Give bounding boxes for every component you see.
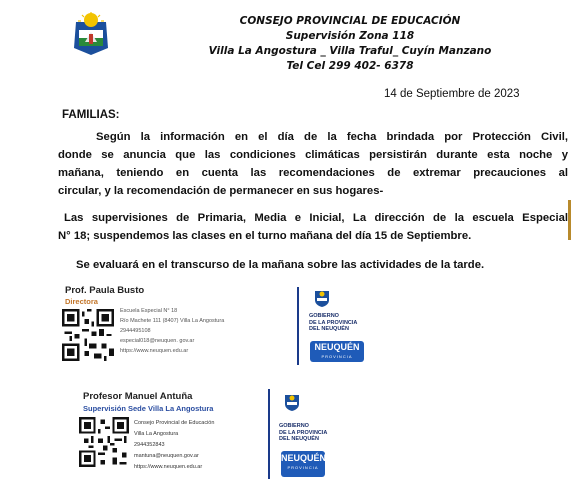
contact-line: 2944495108 (120, 328, 151, 334)
brand-sub: PROVINCIA (287, 465, 319, 470)
notice-paragraph-2 (58, 209, 568, 245)
localities: Villa La Angostura _ Villa Traful_ Cuyín Manzano (208, 45, 492, 57)
province-shield-icon (313, 288, 331, 308)
paragraph-line: N° 18; suspendemos las clases en el turno mañana del día 15 de Septiembre. (58, 230, 472, 242)
contact-line: Escuela Especial N° 18 (120, 308, 178, 314)
signature-2-contact (134, 418, 214, 473)
qr-code-icon (62, 309, 114, 361)
paragraph-line: Se evaluará en el transcurso de la mañana sobre las actividades de la tarde. (76, 259, 485, 271)
brand-name: NEUQUÉN (281, 453, 327, 463)
signature-1-role: Directora (65, 297, 98, 306)
paragraph-line: circular, y la recomendación de permanecer en sus hogares- (58, 185, 384, 197)
gov-text-line: GOBIERNO (279, 423, 309, 429)
signature-1-name: Prof. Paula Busto (65, 285, 145, 296)
paragraph-line: mañana, teniendo en cuenta las recomendaciones de extremar precauciones al (58, 167, 568, 179)
brand-name: NEUQUÉN (314, 342, 360, 352)
paragraph-line: Según la información en el día de la fecha brindada por Protección Civil, (96, 131, 568, 143)
brand-sub: PROVINCIA (321, 354, 353, 359)
contact-line: Río Machete 111 (8407) Villa La Angostura (120, 318, 225, 324)
supervision-zone: Supervisión Zona 118 (285, 30, 415, 42)
contact-line: 2944352843 (134, 442, 165, 448)
letter-date: 14 de Septiembre de 2023 (384, 88, 520, 100)
gov-text-line: DE LA PROVINCIA (309, 319, 358, 326)
paragraph-line: Las supervisiones de Primaria, Media e Inicial, La dirección de la escuela Especial (64, 212, 568, 224)
signature-1-contact (120, 306, 224, 356)
gov-text-line: DEL NEUQUÉN (279, 436, 319, 442)
neuquen-brand-logo (310, 341, 364, 362)
gov-text-1 (309, 313, 357, 333)
gov-text-line: DEL NEUQUÉN (309, 326, 349, 332)
notice-paragraph-3 (76, 256, 571, 274)
gov-text-2 (279, 423, 327, 443)
gov-text-line: DE LA PROVINCIA (279, 429, 328, 436)
contact-line: Consejo Provincial de Educación (134, 420, 215, 426)
gov-text-line: GOBIERNO (309, 313, 339, 319)
paragraph-line: donde se anuncia que las condiciones climáticas persistirán durante esta noche y (58, 149, 568, 161)
signature-2-role: Supervisión Sede Villa La Angostura (83, 404, 214, 413)
phone: Tel Cel 299 402- 6378 (286, 60, 414, 72)
contact-line: https://www.neuquen.edu.ar (120, 348, 189, 354)
divider (268, 389, 270, 479)
school-crest-icon (68, 12, 114, 56)
contact-line: Villa La Angostura (134, 431, 179, 437)
notice-paragraph-1 (58, 128, 568, 200)
contact-line: https://www.neuquen.edu.ar (134, 464, 203, 470)
contact-line: especial018@neuquen. gov.ar (120, 338, 195, 344)
divider (297, 287, 299, 365)
council-title: CONSEJO PROVINCIAL DE EDUCACIÓN (239, 15, 461, 27)
neuquen-brand-logo (281, 451, 325, 477)
greeting: FAMILIAS: (62, 109, 120, 121)
signature-2-name: Profesor Manuel Antuña (83, 391, 193, 402)
contact-line: mantuna@neuquen.gov.ar (134, 453, 199, 459)
province-shield-icon (283, 391, 301, 413)
qr-code-icon (79, 417, 129, 467)
